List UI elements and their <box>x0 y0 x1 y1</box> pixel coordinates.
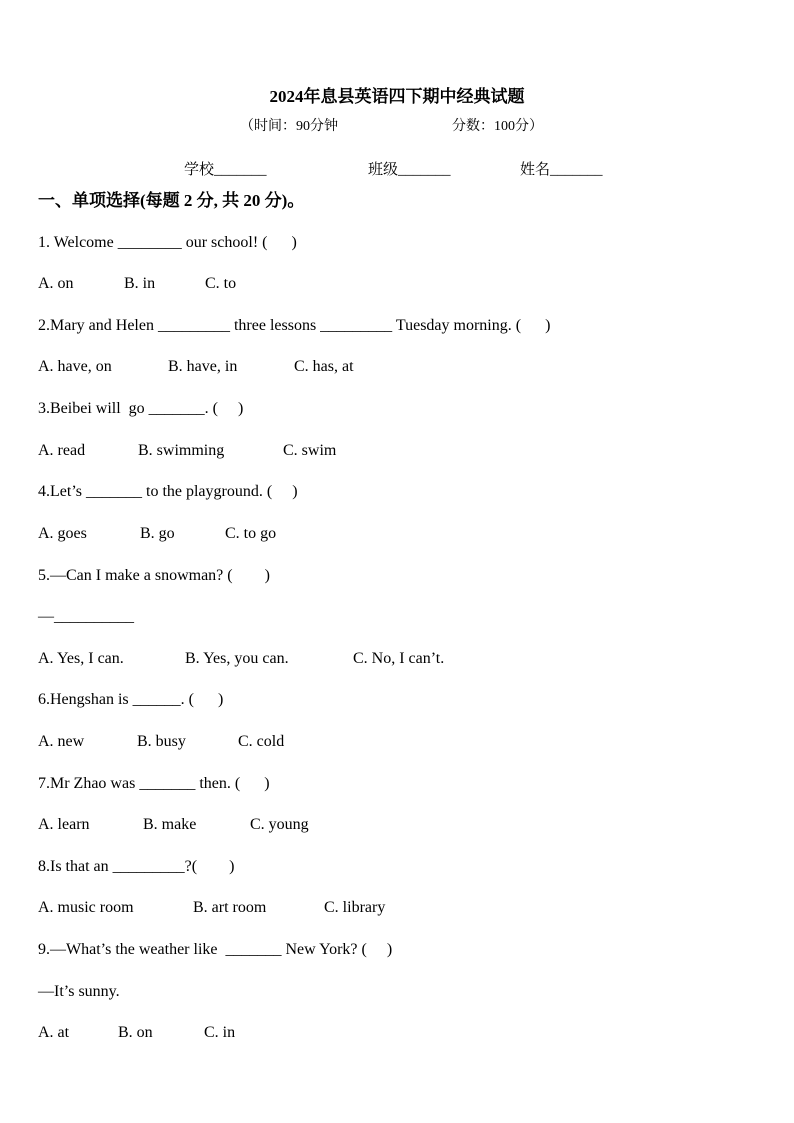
question-9: 9.—What’s the weather like _______ New York? ( ) <box>38 941 393 958</box>
q7-option-c: C. young <box>250 816 309 833</box>
q8-option-c: C. library <box>324 899 386 916</box>
q8-option-a: A. music room <box>38 899 134 916</box>
class-field: 班级_______ <box>368 162 451 178</box>
q4-option-a: A. goes <box>38 525 87 542</box>
q6-option-a: A. new <box>38 733 85 750</box>
q5-option-b: B. Yes, you can. <box>185 650 289 667</box>
q8-option-b: B. art room <box>193 899 267 916</box>
exam-score: 分数：100分） <box>452 119 543 134</box>
q5-answer-line: —__________ <box>38 608 134 625</box>
question-2: 2.Mary and Helen _________ three lessons _________ Tuesday morning. ( ) <box>38 317 551 334</box>
q1-option-c: C. to <box>205 275 237 292</box>
question-3: 3.Beibei will go _______. ( ) <box>38 400 244 417</box>
q5-option-c: C. No, I can’t. <box>353 650 445 667</box>
q6-option-b: B. busy <box>137 733 186 750</box>
q9-option-a: A. at <box>38 1024 70 1041</box>
q3-option-b: B. swimming <box>138 442 225 459</box>
q3-option-a: A. read <box>38 442 86 459</box>
exam-time: （时间：90分钟 <box>240 119 338 134</box>
exam-title: 2024年息县英语四下期中经典试题 <box>269 87 525 106</box>
q3-option-c: C. swim <box>283 442 337 459</box>
q2-option-a: A. have, on <box>38 358 112 375</box>
q5-option-a: A. Yes, I can. <box>38 650 124 667</box>
question-1: 1. Welcome ________ our school! ( ) <box>38 234 297 251</box>
q9-option-c: C. in <box>204 1024 236 1041</box>
q1-option-a: A. on <box>38 275 74 292</box>
q2-option-b: B. have, in <box>168 358 238 375</box>
q4-option-c: C. to go <box>225 525 277 542</box>
q9-answer-line: —It’s sunny. <box>38 983 120 1000</box>
question-6: 6.Hengshan is ______. ( ) <box>38 691 224 708</box>
q7-option-a: A. learn <box>38 816 90 833</box>
school-field: 学校_______ <box>184 162 267 178</box>
q4-option-b: B. go <box>140 525 175 542</box>
question-5: 5.—Can I make a snowman? ( ) <box>38 567 270 584</box>
question-7: 7.Mr Zhao was _______ then. ( ) <box>38 775 270 792</box>
q2-option-c: C. has, at <box>294 358 354 375</box>
q7-option-b: B. make <box>143 816 197 833</box>
q9-option-b: B. on <box>118 1024 153 1041</box>
question-4: 4.Let’s _______ to the playground. ( ) <box>38 483 298 500</box>
section-heading: 一、单项选择(每题 2 分, 共 20 分)。 <box>38 191 305 210</box>
name-field: 姓名_______ <box>520 162 603 178</box>
q6-option-c: C. cold <box>238 733 285 750</box>
question-8: 8.Is that an _________?( ) <box>38 858 235 875</box>
q1-option-b: B. in <box>124 275 156 292</box>
